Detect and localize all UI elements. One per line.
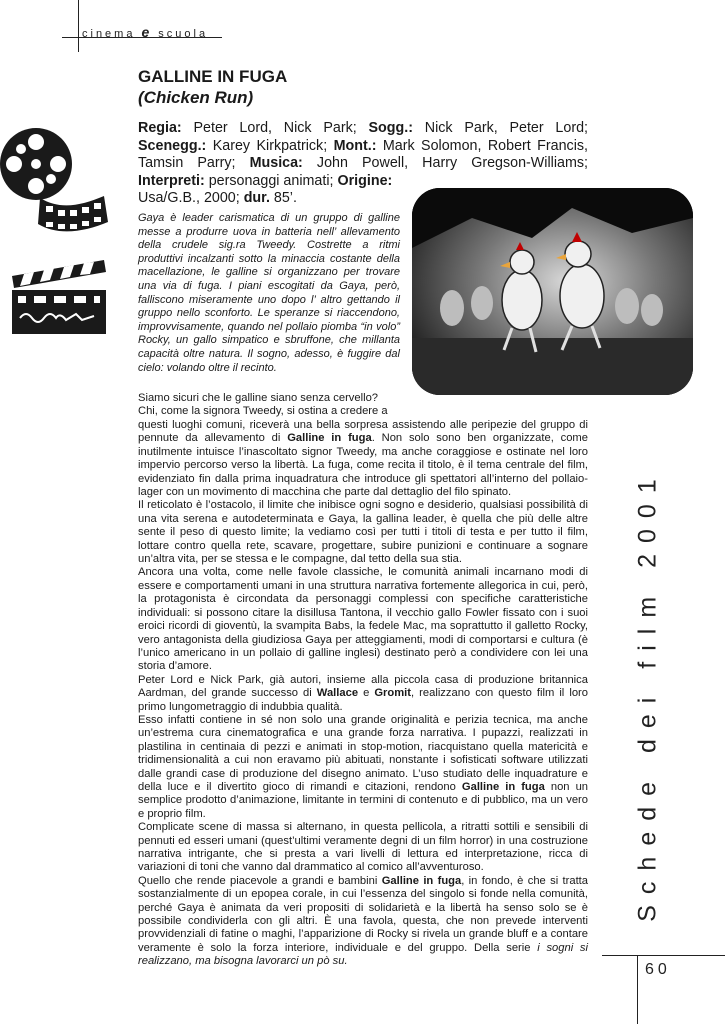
credit-label-scenegg: Scenegg.: [138,137,207,154]
paragraph-5-text-end: non un semplice prodotto d’animazione, limitante in termini di contenuto e di pubblico, ma un vero e proprio film. [138,780,589,820]
paragraph-7 [138,875,588,969]
paragraph-7-text: Quello che rende piacevole a grandi e bambini [138,874,382,887]
film-still-photo [412,188,693,395]
credit-label-durata: dur. [243,190,270,206]
film-reel-icon [0,118,112,246]
film-title: GALLINE IN FUGA [138,67,288,86]
header-word-e: e [141,24,153,40]
body-intro-line-2: Chi, come la signora Tweedy, si ostina a credere a [138,405,388,418]
running-header [82,24,208,40]
paragraph-7-film-title: Galline in fuga [381,874,462,887]
paragraph-4-text-end: , realizzano con questo film il loro primo lungometraggio di indubbia qualità. [138,687,588,713]
paragraph-5 [138,714,588,821]
film-synopsis: Gaya è leader carismatica di un gruppo di galline messe a produrre uova in batteria nell’ allevamento della crudele sig.ra Tweedy. Costrette a ritmi produttivi incalzanti sotto la minaccia costante della macellazione, le galline si organizzano per trovare una via di fuga. I piani escogitati da Gaya, però, falliscono miseramente uno dopo l’ altro gettando il gruppo nello sconforto. Le speranze si riaccendono, improvvisamente, quando nel pollaio piomba “in volo” Rocky, un gallo simpatico e sbruffone, che millanta capacità oltre natura. Il sogno, adesso, è fuggire dal cielo: volando oltre il recinto. [138,212,400,374]
header-word-scuola: scuola [158,28,209,40]
side-section-label-text: Schede dei film 2001 [633,468,662,922]
credit-musica: John Powell, Harry Gregson-Williams; [316,155,588,171]
paragraph-4-wallace: Wallace [316,687,359,700]
paragraph-4 [138,674,588,714]
paragraph-2: Il reticolato è l’ostacolo, il limite che inibisce ogni sogno e desiderio, qualsiasi possibilità di una vita serena e autodeterminata e Gaya, la gallina leader, è quella che più delle altre sente il peso di questo limite; la vediamo così per tutti i titoli di testa e per tutto il film, lottare contro quella rete, scavare, progettare, subire punizioni e continuare a sognare un’altra vita, per se stessa e le compagne, dal tetto della sua stia. [138,499,588,566]
paragraph-4-conj: e [358,687,375,700]
header-word-cinema: cinema [82,28,136,40]
footer-horizontal-rule [602,955,725,956]
paragraph-4-text: Peter Lord e Nick Park, già autori, insieme alla piccola casa di produzione britannica Aardman, del grande successo di [138,673,588,700]
clapperboard-icon [10,258,110,336]
credit-sogg: Nick Park, Peter Lord; [424,120,589,136]
paragraph-1-text-end: . Non solo sono ben organizzate, come inutilmente intuisce l’inascoltato signor Tweedy, ma anche coraggiose e ostinate nel loro impervio percorso verso la libertà. La fuga, come recita il titolo, è il tema centrale del film, evidenziato fin dalla prima inquadratura che introduce gli spettatori all’interno del pollaio-lager con un movimento di macchina che parte dal dettaglio del filo spinato. [138,432,588,499]
paragraph-7-text-mid: , in fondo, è che si tratta sostanzialmente di un epopea corale, in cui l’essenza del singolo si fonde nella comunità, perché Gaya è animata da veri propositi di solidarietà e la libertà ha senso solo se è possibile condividerla con gli altri. È una favola, questa, che non prevede interventi provvidenziali di fatine o maghi, l’apparizione di Rocky si rivela un grande bluff e a contare veramente è solo la forza interiore, individuale e del gruppo. Della serie [138,874,589,954]
page-number: 60 [645,961,671,978]
credit-scenegg: Karey Kirkpatrick; [212,137,328,154]
credit-origine: Usa/G.B., 2000; [138,190,240,206]
paragraph-7-quote: i sogni si realizzano, ma bisogna lavorarci un pò su. [138,941,588,968]
credit-interpreti: personaggi animati; [208,172,334,189]
paragraph-5-text: Esso infatti contiene in sé non solo una grande originalità e perizia tecnica, ma anche un’estrema cura cinematografica e una grande forza narrativa. I pupazzi, realizzati in plastilina in centinaia di pezzi e animati in stop-motion, riacquistano quella matericità e tridimensionalità a cui non eravamo più abituati, nonstante i sofisticati software utilizzati dalle grandi case di produzione del disegno animato. L’uso studiato delle inquadrature e della luce e il divertito gioco di rimandi e citazioni, rendono [138,713,588,793]
side-section-label [628,470,668,920]
footer-vertical-rule [637,955,638,1024]
paragraph-3: Ancora una volta, come nelle favole classiche, le comunità animali incarnano modi di essere e comportamenti umani in una struttura narrativa fortemente allegorica in cui, però, la protagonista è circondata da personaggi complessi con specifiche caratteristiche individuali: si possono citare la disillusa Tantona, il vecchio gallo Fowler fissato con i suoi eroici ricordi di gioventù, la svampita Babs, la fedele Mac, ma soprattutto il galletto Rocky, vero antagonista della giudiziosa Gaya per atteggiamenti, modi di comportarsi e cultura (è l’unico americano in un pollaio di galline inglesi) destinato però a condividere con lei una storia d’amore. [138,566,588,673]
header-vertical-rule [78,0,79,52]
paragraph-1-text: questi luoghi comuni, riceverà una bella sorpresa assistendo alle peripezie del gruppo di pennute da allevamento di [138,419,588,445]
credit-label-mont: Mont.: [333,137,377,154]
paragraph-1 [138,419,588,499]
credit-label-regia: Regia: [138,120,182,136]
paragraph-6: Complicate scene di massa si alternano, in questa pellicola, a ritratti sottili e sensibili di pennuti ed esseri umani (quest’ultimi veramente degni di un film horror) in una costruzione narrativa intrigante, che si presta a vari livelli di lettura ed interpretazione, ricca di variazioni di toni che vanno dal drammatico al comico all’avventuroso. [138,821,588,874]
credit-label-interpreti: Interpreti: [138,172,205,189]
film-original-title: (Chicken Run) [138,88,254,107]
credit-label-musica: Musica: [249,155,303,171]
credit-durata: 85’. [273,190,297,206]
body-intro-line-1: Siamo sicuri che le galline siano senza cervello? [138,392,379,404]
paragraph-4-gromit: Gromit [374,687,412,700]
paragraph-5-film-title: Galline in fuga [461,780,545,793]
paragraph-1-film-title: Galline in fuga [287,432,372,445]
credit-mont: Mark Solomon, Robert Francis, Tamsin Parry; [138,137,588,171]
credit-label-origine: Origine: [337,172,393,189]
credit-label-sogg: Sogg.: [368,120,413,136]
body-text [138,419,588,969]
credit-regia: Peter Lord, Nick Park; [193,120,357,136]
body-intro [138,392,403,419]
